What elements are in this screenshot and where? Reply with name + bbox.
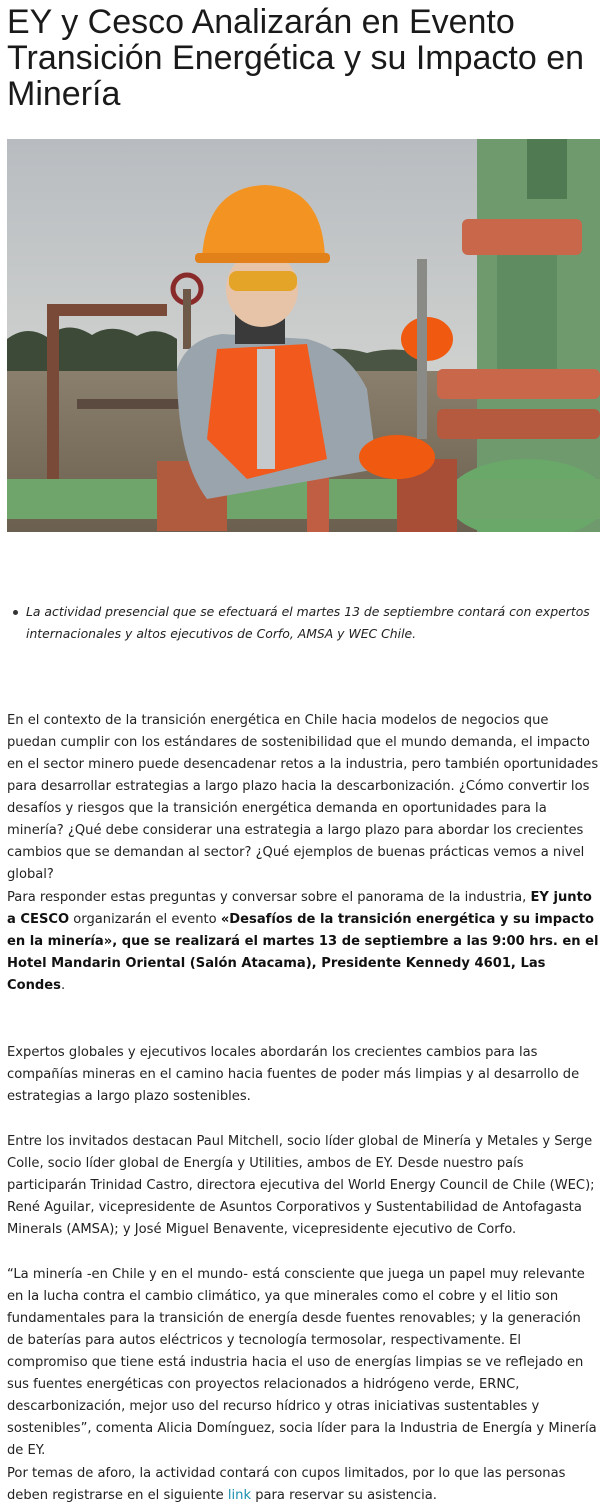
article-title: EY y Cesco Analizarán en Evento Transición Energética y su Impacto en Minería	[7, 3, 585, 113]
registration-link[interactable]: link	[227, 1488, 252, 1503]
organizers-text: EY junto a CESCO	[7, 890, 592, 927]
summary-bullets	[10, 601, 598, 645]
event-details-text: «Desafíos de la transición energética y su impacto en la minería», que se realizará el martes 13 de septiembre a las 9:00 hrs. en el Hotel Mandarin Oriental (Salón Atacama), Presidente Kennedy 4601, Las Condes	[7, 912, 599, 993]
list-item	[10, 601, 598, 645]
bullet-text: La actividad presencial que se efectuará el martes 13 de septiembre contará con expertos internacionales y altos ejecutivos de Corfo, AMSA y WEC Chile.	[26, 604, 590, 641]
paragraph-registration: Por temas de aforo, la actividad contará con cupos limitados, por lo que las personas deben registrarse en el siguiente link para reservar su asistencia.	[7, 1466, 566, 1503]
worker-orange-helmet-pipes-photo	[7, 139, 600, 532]
hero-image	[7, 139, 600, 532]
paragraph-guests: Entre los invitados destacan Paul Mitchell, socio líder global de Minería y Metales y Serge Colle, socio líder global de Energía y Utilities, ambos de EY. Desde nuestro país participarán Trinidad Castro, directora ejecutiva del World Energy Council de Chile (WEC); René Aguilar, vicepresidente de Asuntos Corporativos y Sustentabilidad de Antofagasta Minerals (AMSA); y José Miguel Benavente, vicepresidente ejecutivo de Corfo.	[7, 1134, 595, 1237]
paragraph-event: Para responder estas preguntas y conversar sobre el panorama de la industria, EY junto a CESCO organizarán el evento «Desafíos de la transición energética y su impacto en la minería», que se realizará el martes 13 de septiembre a las 9:00 hrs. en el Hotel Mandarin Oriental (Salón Atacama), Presidente Kennedy 4601, Las Condes.	[7, 890, 599, 993]
paragraph-experts: Expertos globales y ejecutivos locales abordarán los crecientes cambios para las compañías mineras en el camino hacia fuentes de poder más limpias y al desarrollo de estrategias a largo plazo sostenibles.	[7, 1045, 580, 1104]
bullet-icon	[13, 610, 18, 615]
paragraph-intro: En el contexto de la transición energética en Chile hacia modelos de negocios que puedan cumplir con los estándares de sostenibilidad que el mundo demanda, el impacto en el sector minero puede desencadenar retos a la industria, pero también oportunidades para desarrollar estrategias a largo plazo hacia la descarbonización. ¿Cómo convertir los desafíos y riesgos que la transición energética demanda en oportunidades para la minería? ¿Qué debe considerar una estrategia a largo plazo para abordar los crecientes cambios que se demandan al sector? ¿Qué ejemplos de buenas prácticas vemos a nivel global?	[7, 713, 599, 882]
paragraph-quote: “La minería -en Chile y en el mundo- está consciente que juega un papel muy relevante en la lucha contra el cambio climático, ya que minerales como el cobre y el litio son fundamentales para la transición de energía desde fuentes renovables; y la generación de baterías para autos eléctricos y tecnología termosolar, respectivamente. El compromiso que tiene está industria hacia el uso de energías limpias se ve reflejado en sus fuentes energéticas con proyectos relacionados a hidrógeno verde, ERNC, descarbonización, mejor uso del recurso hídrico y otras iniciativas sustentables y sostenibles”, comenta Alicia Domínguez, socia líder para la Industria de Energía y Minería de EY.	[7, 1267, 597, 1458]
